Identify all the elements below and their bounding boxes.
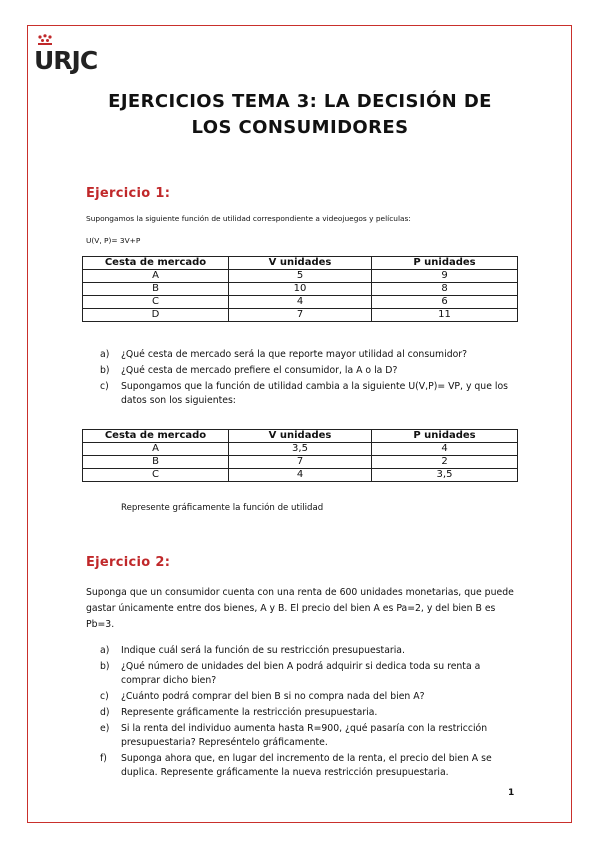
table-row xyxy=(83,469,518,482)
table-cell: B xyxy=(83,283,229,296)
table-cell: 4 xyxy=(229,469,372,482)
item-marker: f) xyxy=(100,753,107,764)
table-2 xyxy=(82,429,518,482)
exercise-1-note: Represente gráficamente la función de utilidad xyxy=(121,503,324,513)
list-item xyxy=(100,690,516,704)
item-marker: e) xyxy=(100,723,110,734)
item-text: Indique cuál será la función de su restricción presupuestaria. xyxy=(121,645,405,656)
utility-formula: U(V, P)= 3V+P xyxy=(86,236,141,245)
table-cell: B xyxy=(83,456,229,469)
page-title xyxy=(40,89,560,141)
table-cell: D xyxy=(83,309,229,322)
item-marker: c) xyxy=(100,381,109,392)
item-marker: b) xyxy=(100,365,110,376)
column-header: V unidades xyxy=(229,430,372,443)
table-cell: 6 xyxy=(372,296,518,309)
table-row xyxy=(83,456,518,469)
exercise-1-questions xyxy=(100,348,516,410)
table-row xyxy=(83,283,518,296)
exercise-1-intro: Supongamos la siguiente función de utilidad correspondiente a videojuegos y películas: xyxy=(86,214,411,223)
item-marker: b) xyxy=(100,661,110,672)
item-text: ¿Qué cesta de mercado será la que reporte mayor utilidad al consumidor? xyxy=(121,349,468,360)
item-text: Represente gráficamente la restricción presupuestaria. xyxy=(121,707,378,718)
column-header: P unidades xyxy=(372,257,518,270)
exercise-2-intro: Suponga que un consumidor cuenta con una renta de 600 unidades monetarias, que puede gastar únicamente entre dos bienes, A y B. El precio del bien A es Pa=2, y del bien B es Pb=3. xyxy=(86,587,514,630)
title-line-2: LOS CONSUMIDORES xyxy=(191,117,409,138)
table-cell: C xyxy=(83,469,229,482)
table-cell: 3,5 xyxy=(229,443,372,456)
crown-icon xyxy=(36,34,54,46)
column-header: V unidades xyxy=(229,257,372,270)
exercise-1-heading: Ejercicio 1: xyxy=(86,186,171,201)
table-row xyxy=(83,296,518,309)
item-marker: c) xyxy=(100,691,109,702)
column-header: Cesta de mercado xyxy=(83,257,229,270)
item-text: Supongamos que la función de utilidad cambia a la siguiente U(V,P)= VP, y que los datos son los siguientes: xyxy=(121,381,508,406)
table-cell: 4 xyxy=(372,443,518,456)
item-marker: a) xyxy=(100,645,110,656)
exercise-2-heading: Ejercicio 2: xyxy=(86,555,171,570)
table-row xyxy=(83,443,518,456)
item-text: Si la renta del individuo aumenta hasta R=900, ¿qué pasaría con la restricción presupuestaria? Represéntelo gráficamente. xyxy=(121,723,488,748)
table-cell: 10 xyxy=(229,283,372,296)
table-cell: 11 xyxy=(372,309,518,322)
title-line-1: EJERCICIOS TEMA 3: LA DECISIÓN DE xyxy=(108,91,492,112)
list-item xyxy=(100,644,516,658)
item-marker: d) xyxy=(100,707,110,718)
page-number: 1 xyxy=(508,788,515,798)
list-item xyxy=(100,706,516,720)
table-1 xyxy=(82,256,518,322)
list-item xyxy=(100,364,516,378)
column-header: Cesta de mercado xyxy=(83,430,229,443)
exercise-2-questions xyxy=(100,644,516,782)
list-item xyxy=(100,752,516,780)
item-text: Suponga ahora que, en lugar del incremento de la renta, el precio del bien A se duplica. Represente gráficamente la nueva restricción presupuestaria. xyxy=(121,753,492,778)
table-header-row xyxy=(83,430,518,443)
column-header: P unidades xyxy=(372,430,518,443)
table-cell: 8 xyxy=(372,283,518,296)
list-item xyxy=(100,722,516,750)
table-cell: 7 xyxy=(229,309,372,322)
item-text: ¿Cuánto podrá comprar del bien B si no compra nada del bien A? xyxy=(121,691,425,702)
table-cell: 4 xyxy=(229,296,372,309)
item-text: ¿Qué número de unidades del bien A podrá adquirir si dedica toda su renta a comprar dicho bien? xyxy=(121,661,481,686)
list-item xyxy=(100,660,516,688)
table-cell: 3,5 xyxy=(372,469,518,482)
table-header-row xyxy=(83,257,518,270)
table-cell: A xyxy=(83,443,229,456)
table-row xyxy=(83,270,518,283)
table-row xyxy=(83,309,518,322)
table-cell: 5 xyxy=(229,270,372,283)
table-cell: C xyxy=(83,296,229,309)
list-item xyxy=(100,348,516,362)
item-text: ¿Qué cesta de mercado prefiere el consumidor, la A o la D? xyxy=(121,365,398,376)
logo-text: URJC xyxy=(34,46,98,75)
item-marker: a) xyxy=(100,349,110,360)
table-cell: 7 xyxy=(229,456,372,469)
table-cell: A xyxy=(83,270,229,283)
table-cell: 9 xyxy=(372,270,518,283)
table-cell: 2 xyxy=(372,456,518,469)
list-item xyxy=(100,380,516,408)
